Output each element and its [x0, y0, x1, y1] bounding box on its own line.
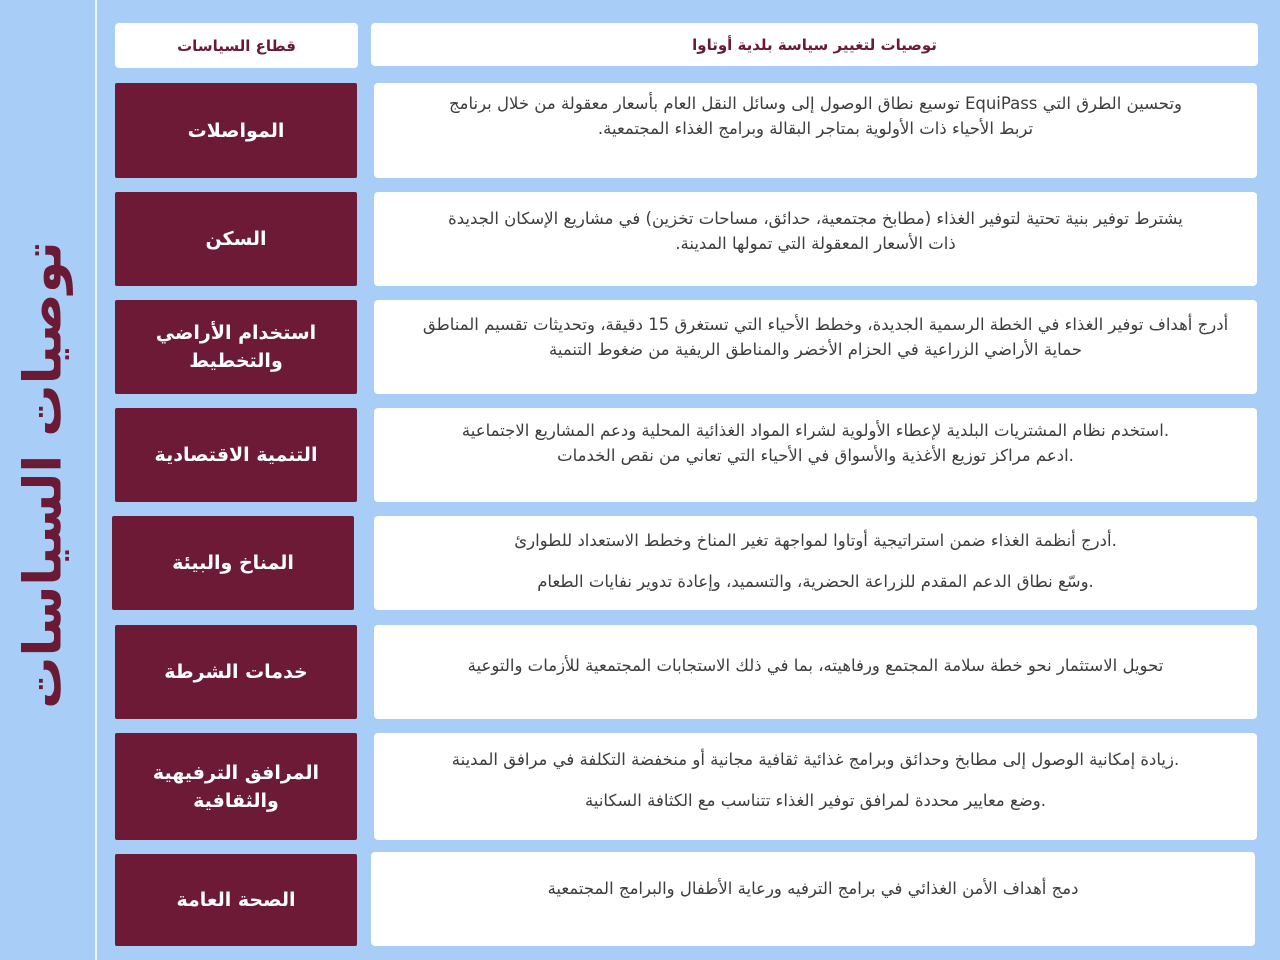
sector-label: التنمية الاقتصادية [154, 444, 318, 466]
sector-recreation-culture [115, 733, 357, 840]
sector-label: خدمات الشرطة [164, 661, 308, 683]
recommendation-housing [374, 192, 1257, 286]
recommendation-line: يشترط توفير بنية تحتية لتوفير الغذاء (مطابخ مجتمعية، حدائق، مساحات تخزين) في مشاريع الإسكان الجديدة [448, 209, 1183, 228]
recommendation-line: تربط الأحياء ذات الأولوية بمتاجر البقالة وبرامج الغذاء المجتمعية. [597, 119, 1034, 138]
side-title-container [4, 230, 84, 720]
sector-housing [115, 192, 357, 286]
sector-label: المواصلات [187, 119, 285, 142]
recommendation-line: ذات الأسعار المعقولة التي تمولها المدينة. [675, 234, 956, 253]
recommendation-police-services [374, 625, 1257, 719]
recommendation-public-health [371, 852, 1255, 946]
recommendation-line: وتحسين الطرق التي EquiPass توسيع نطاق الوصول إلى وسائل النقل العام بأسعار معقولة من خلال برنامج [448, 94, 1183, 113]
sector-column-header-label: قطاع السياسات [177, 36, 296, 55]
recommendation-economic-development [374, 408, 1257, 502]
sector-label: المرافق الترفيهية والثقافية [152, 761, 320, 812]
recommendation-line: .زيادة إمكانية الوصول إلى مطابخ وحدائق وبرامج غذائية ثقافية مجانية أو منخفضة التكلفة في مرافق المدينة [451, 750, 1180, 769]
sector-police-services [115, 625, 357, 719]
recommendation-line: .وضع معايير محددة لمرافق توفير الغذاء تتناسب مع الكثافة السكانية [585, 791, 1046, 810]
recommendation-line: دمج أهداف الأمن الغذائي في برامج الترفيه ورعاية الأطفال والبرامج المجتمعية [547, 879, 1079, 898]
sector-label: المناخ والبيئة [172, 552, 294, 574]
side-title: توصيات السياسات [14, 241, 75, 709]
sector-label: الصحة العامة [176, 889, 296, 911]
recommendation-line: حماية الأراضي الزراعية في الحزام الأخضر والمناطق الريفية من ضغوط التنمية [549, 340, 1082, 359]
recommendation-line: تحويل الاستثمار نحو خطة سلامة المجتمع ورفاهيته، بما في ذلك الاستجابات المجتمعية للأزمات والتوعية [467, 656, 1164, 675]
sector-label: استخدام الأراضي والتخطيط [155, 322, 317, 372]
vertical-divider [95, 0, 97, 960]
sector-economic-development [115, 408, 357, 502]
sector-land-use-planning [115, 300, 357, 394]
recommendations-column-header [371, 23, 1258, 66]
recommendation-line: .وسّع نطاق الدعم المقدم للزراعة الحضرية، والتسميد، وإعادة تدوير نفايات الطعام [537, 572, 1094, 591]
sector-public-health [115, 854, 357, 946]
sector-transportation [115, 83, 357, 178]
recommendation-land-use-planning [374, 300, 1257, 394]
recommendations-column-header-label: توصيات لتغيير سياسة بلدية أوتاوا [692, 35, 937, 54]
sector-climate-environment [112, 516, 354, 610]
sector-column-header [115, 23, 358, 68]
recommendation-line: أدرج أهداف توفير الغذاء في الخطة الرسمية الجديدة، وخطط الأحياء التي تستغرق 15 دقيقة، وتحديثات تقسيم المناطق [422, 315, 1229, 334]
recommendation-transportation [374, 83, 1257, 178]
recommendation-line: .ادعم مراكز توزيع الأغذية والأسواق في الأحياء التي تعاني من نقص الخدمات [557, 446, 1074, 465]
recommendation-line: .استخدم نظام المشتريات البلدية لإعطاء الأولوية لشراء المواد الغذائية المحلية ودعم المشاريع الاجتماعية [461, 421, 1170, 440]
recommendation-climate-environment [374, 516, 1257, 610]
recommendation-line: .أدرج أنظمة الغذاء ضمن استراتيجية أوتاوا لمواجهة تغير المناخ وخطط الاستعداد للطوارئ [514, 531, 1117, 550]
recommendation-recreation-culture [374, 733, 1257, 840]
sector-label: السكن [205, 228, 267, 250]
